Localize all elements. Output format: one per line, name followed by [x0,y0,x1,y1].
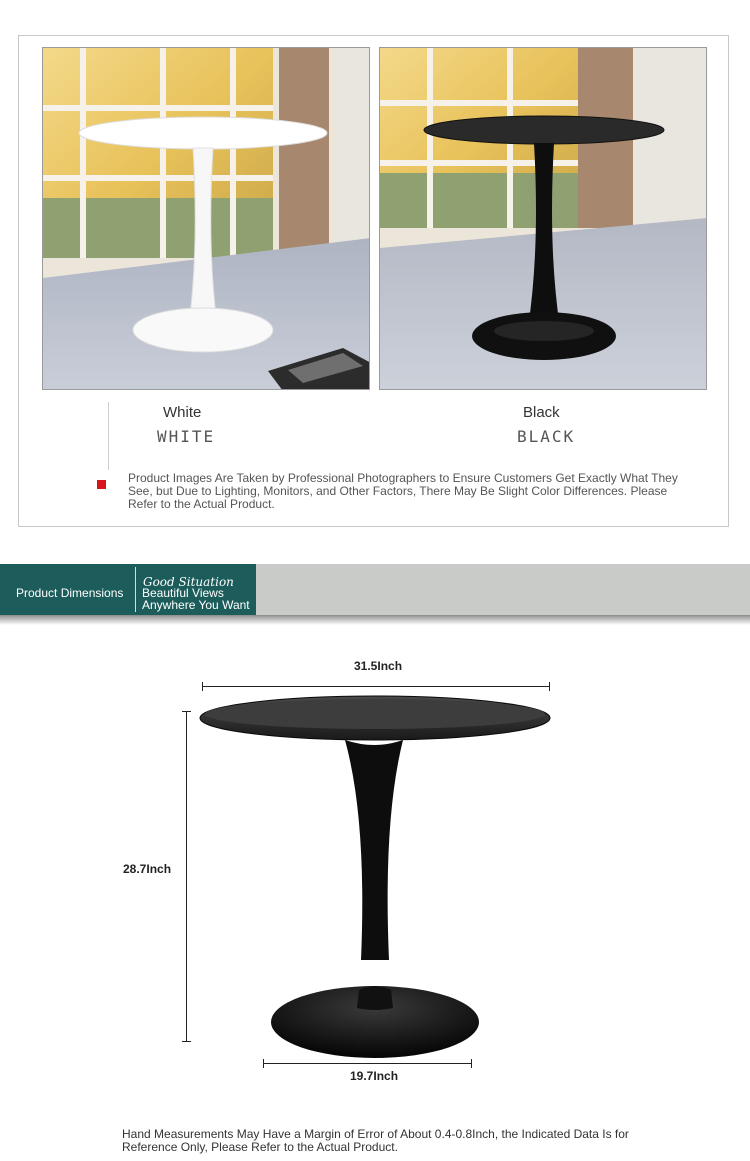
color-disclaimer: Product Images Are Taken by Professional Photographers to Ensure Customers Get Exactly What They See, but Due to Lighting, Monitors, and Other Factors, There May Be Slight Color Differences. Please Refer to the Actual Product. [128,471,678,511]
banner-title: Product Dimensions [16,586,124,600]
height-tick-top [182,711,191,712]
top-width-line [202,686,550,687]
base-width-tick-left [263,1059,264,1068]
banner-tagline: Good Situation [143,575,234,589]
base-width-line [263,1063,472,1064]
top-width-label: 31.5Inch [354,659,403,673]
banner-line-1: Beautiful Views [142,586,224,600]
divider-line [108,402,109,470]
banner-divider [135,567,136,612]
white-table-photo [42,47,370,390]
base-width-tick-right [471,1059,472,1068]
table-dimension-illustration [195,690,557,1067]
banner-shadow [0,615,750,625]
base-width-label: 19.7Inch [350,1069,399,1083]
black-table-photo [379,47,707,390]
note-bullet-icon [97,480,106,489]
height-tick-bottom [182,1041,191,1042]
height-line [186,711,187,1042]
height-label: 28.7Inch [123,862,172,876]
banner-line-2: Anywhere You Want [142,598,250,612]
color-name-white: White [163,404,202,421]
color-code-black: BLACK [517,427,576,446]
color-code-white: WHITE [157,427,216,446]
measurement-disclaimer: Hand Measurements May Have a Margin of Error of About 0.4-0.8Inch, the Indicated Data Is for Reference Only, Please Refer to the Actual Product. [122,1127,629,1154]
color-name-black: Black [523,404,560,421]
